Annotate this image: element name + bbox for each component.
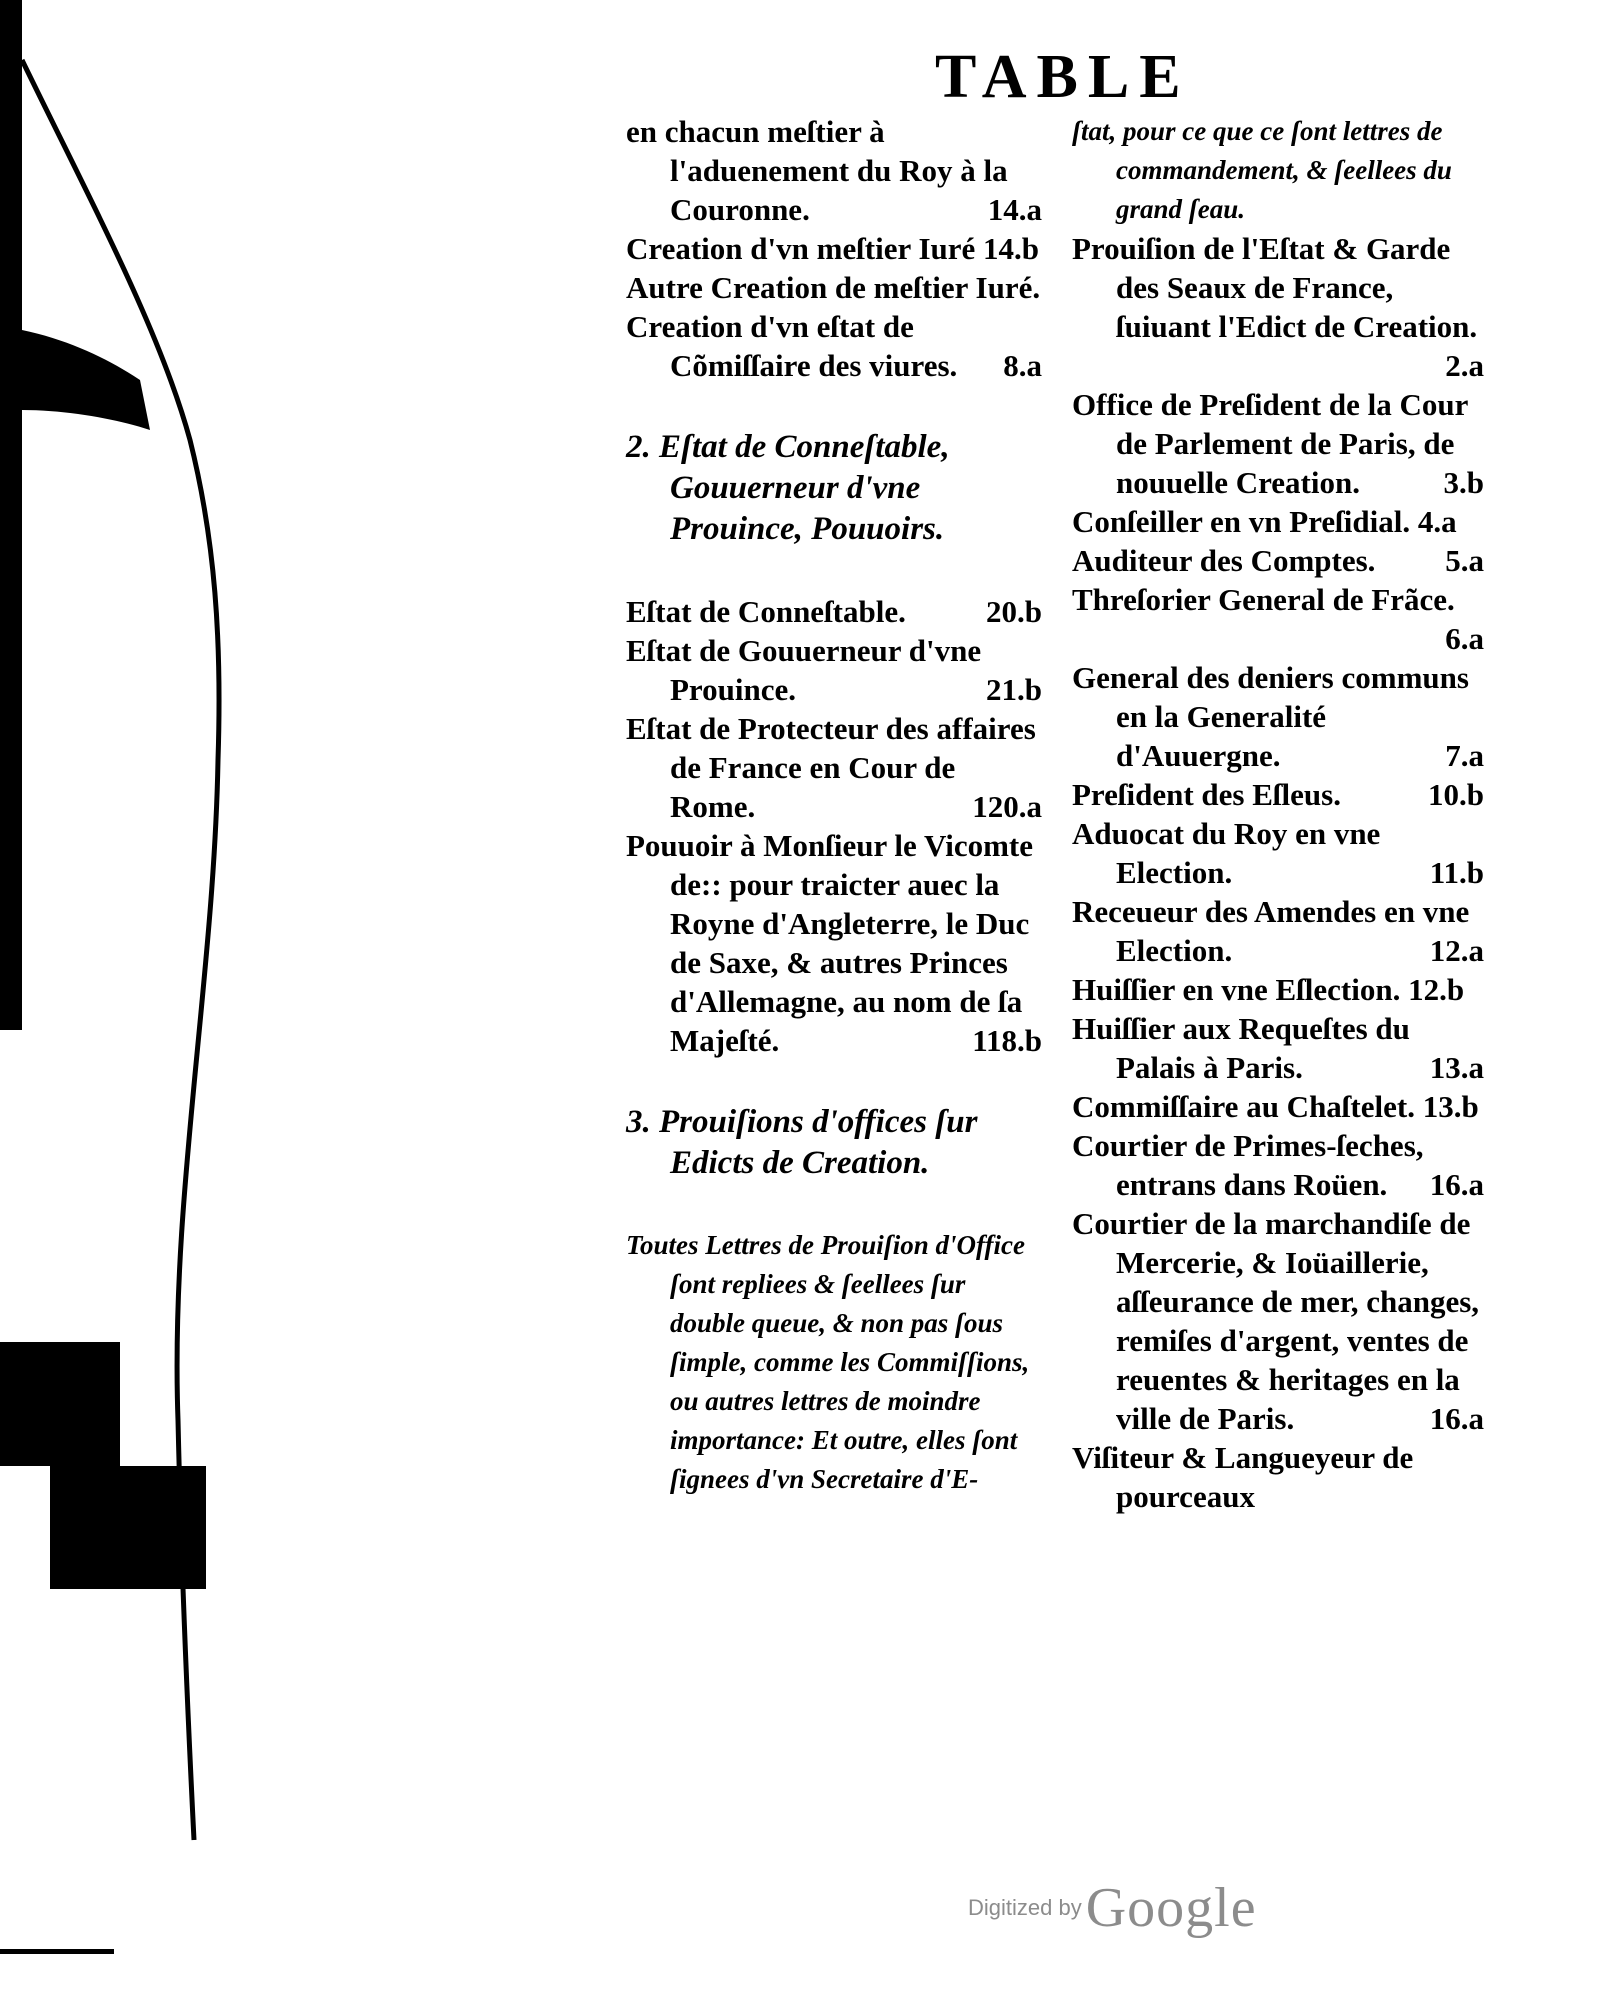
page-reference: 10.b xyxy=(1428,777,1484,812)
entry-title: Auditeur des Comptes. xyxy=(1072,543,1376,578)
page-reference: 16.a xyxy=(1429,1401,1484,1436)
entry-title: Threſorier General de Frãce. xyxy=(1072,582,1455,617)
google-logo: Google xyxy=(1085,1877,1257,1939)
entry-title: Courtier de la marchandiſe de Mercerie, & Ioüaillerie, aſſeurance de mer, changes, remiſes d'argent, ventes de reuentes & heritages en la ville de Paris. xyxy=(1072,1206,1480,1436)
entry-title: Aduocat du Roy en vne Election. xyxy=(1072,816,1381,890)
index-entry xyxy=(626,229,1042,268)
index-entry xyxy=(1072,1438,1484,1516)
index-entry xyxy=(1072,229,1484,385)
page-reference: 13.a xyxy=(1429,1050,1484,1085)
entry-title: Creation d'vn eſtat de Cõmiſſaire des viures. xyxy=(626,309,958,383)
entry-title: ſtat, pour ce que ce ſont lettres de commandement, & ſeellees du grand ſeau. xyxy=(1072,116,1452,224)
index-entry xyxy=(626,307,1042,385)
page-reference: 120.a xyxy=(972,789,1042,824)
entry-title: Autre Creation de meſtier Iuré. xyxy=(626,270,1041,305)
section-heading-text: 2. Eſtat de Conneſtable, Gouuerneur d'vne Prouince, Pouuoirs. xyxy=(626,429,950,547)
book-edge-curve xyxy=(0,0,300,1997)
index-entry xyxy=(626,826,1042,1060)
section-heading-text: 3. Prouiſions d'offices ſur Edicts de Creation. xyxy=(626,1104,978,1181)
index-entry xyxy=(1072,580,1484,658)
entry-title: Pouuoir à Monſieur le Vicomte de:: pour traicter auec la Royne d'Angleterre, le Duc de Saxe, & autres Princes d'Allemagne, au nom de ſa Majeſté. xyxy=(626,828,1033,1058)
index-entry xyxy=(1072,814,1484,892)
page-reference: 16.a xyxy=(1429,1167,1484,1202)
index-entry xyxy=(626,268,1042,307)
index-column-right xyxy=(1072,112,1484,1516)
entry-title: Commiſſaire au Chaſtelet. 13.b xyxy=(1072,1089,1479,1124)
entry-title: Eſtat de Conneſtable. xyxy=(626,594,906,629)
page-reference: 20.b xyxy=(986,594,1042,629)
section-heading xyxy=(626,1102,1042,1184)
scan-edge-rule xyxy=(0,1949,114,1954)
page-reference: 21.b xyxy=(986,672,1042,707)
page-reference: 11.b xyxy=(1429,855,1484,890)
section-heading xyxy=(626,427,1042,550)
entry-title: Eſtat de Protecteur des affaires de France en Cour de Rome. xyxy=(626,711,1036,824)
entry-title: en chacun meſtier à l'aduenement du Roy à la Couronne. xyxy=(626,114,1008,227)
entry-title: Huiſſier en vne Eſlection. 12.b xyxy=(1072,972,1465,1007)
page-reference: 2.a xyxy=(1445,348,1484,383)
index-entry xyxy=(1072,541,1484,580)
index-entry xyxy=(626,112,1042,229)
index-entry xyxy=(1072,1204,1484,1438)
index-entry xyxy=(1072,970,1484,1009)
page-reference: 14.a xyxy=(987,192,1042,227)
index-entry xyxy=(1072,775,1484,814)
index-entry xyxy=(1072,892,1484,970)
page-reference: 6.a xyxy=(1445,621,1484,656)
color-calibration-target xyxy=(0,1342,206,1589)
entry-title: Prouiſion de l'Eſtat & Garde des Seaux de France, ſuiuant l'Edict de Creation. xyxy=(1072,231,1478,344)
page-reference: 7.a xyxy=(1445,738,1484,773)
entry-title: Viſiteur & Langueyeur de pourceaux xyxy=(1072,1440,1414,1514)
index-entry xyxy=(626,709,1042,826)
section-note xyxy=(626,1226,1042,1499)
index-column-left xyxy=(626,112,1042,1499)
page-reference: 8.a xyxy=(1003,348,1042,383)
watermark-prefix: Digitized by xyxy=(968,1895,1082,1920)
page-reference: 5.a xyxy=(1445,543,1484,578)
page-reference: 3.b xyxy=(1443,465,1484,500)
index-entry xyxy=(1072,1087,1484,1126)
entry-title: Toutes Lettres de Prouiſion d'Office ſont repliees & ſeellees ſur double queue, & non pas ſous ſimple, comme les Commiſſions, ou autres lettres de moindre importance: Et outre, elles ſont ſignees d'vn Secretaire d'E- xyxy=(626,1230,1030,1494)
entry-title: Preſident des Eſleus. xyxy=(1072,777,1341,812)
entry-title: Conſeiller en vn Preſidial. 4.a xyxy=(1072,504,1457,539)
entry-title: Office de Preſident de la Cour de Parlement de Paris, de nouuelle Creation. xyxy=(1072,387,1468,500)
index-entry xyxy=(1072,658,1484,775)
digitized-by-google-watermark xyxy=(968,1876,1257,1940)
entry-title: General des deniers communs en la Generalité d'Auuergne. xyxy=(1072,660,1469,773)
entry-title: Receueur des Amendes en vne Election. xyxy=(1072,894,1470,968)
entry-title: Courtier de Primes-ſeches, entrans dans Roüen. xyxy=(1072,1128,1424,1202)
index-entry xyxy=(1072,1126,1484,1204)
page-title: TABLE xyxy=(935,43,1191,111)
index-entry xyxy=(1072,1009,1484,1087)
index-entry xyxy=(626,592,1042,631)
index-entry xyxy=(1072,385,1484,502)
page-reference: 118.b xyxy=(972,1023,1042,1058)
index-entry xyxy=(1072,502,1484,541)
entry-title: Huiſſier aux Requeſtes du Palais à Paris. xyxy=(1072,1011,1410,1085)
section-note xyxy=(1072,112,1484,229)
index-entry xyxy=(626,631,1042,709)
entry-title: Creation d'vn meſtier Iuré 14.b xyxy=(626,231,1040,266)
entry-title: Eſtat de Gouuerneur d'vne Prouince. xyxy=(626,633,982,707)
page-reference: 12.a xyxy=(1429,933,1484,968)
